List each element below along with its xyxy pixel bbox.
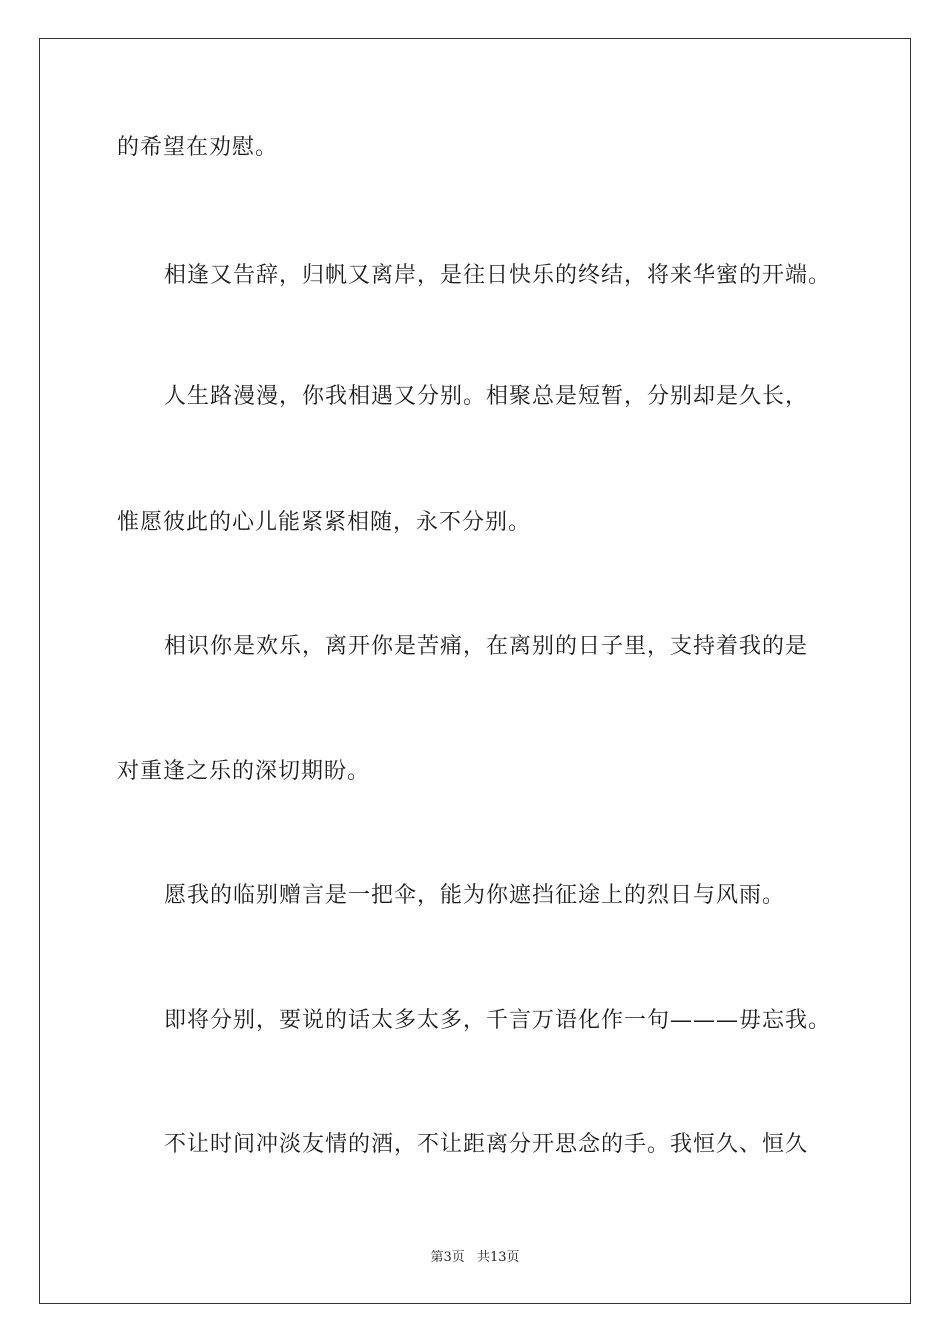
text-line-4: 惟愿彼此的心儿能紧紧相随，永不分别。 xyxy=(117,510,532,535)
page-footer xyxy=(0,1246,950,1265)
text-line-2: 相逢又告辞，归帆又离岸，是往日快乐的终结，将来华蜜的开端。 xyxy=(164,263,832,288)
text-line-1: 的希望在劝慰。 xyxy=(117,135,279,160)
text-line-5: 相识你是欢乐，离开你是苦痛，在离别的日子里，支持着我的是 xyxy=(164,634,809,659)
text-line-9: 不让时间冲淡友情的酒，不让距离分开思念的手。我恒久、恒久 xyxy=(164,1132,809,1157)
text-line-3: 人生路漫漫，你我相遇又分别。相聚总是短暂，分别却是久长， xyxy=(164,384,809,409)
text-line-7: 愿我的临别赠言是一把伞，能为你遮挡征途上的烈日与风雨。 xyxy=(164,883,786,908)
page-total: 共13页 xyxy=(476,1250,520,1265)
page-border xyxy=(39,38,911,1304)
text-line-6: 对重逢之乐的深切期盼。 xyxy=(117,759,371,784)
text-line-8: 即将分别，要说的话太多太多，千言万语化作一句———毋忘我。 xyxy=(164,1008,832,1033)
page-number: 第3页 xyxy=(430,1250,465,1265)
